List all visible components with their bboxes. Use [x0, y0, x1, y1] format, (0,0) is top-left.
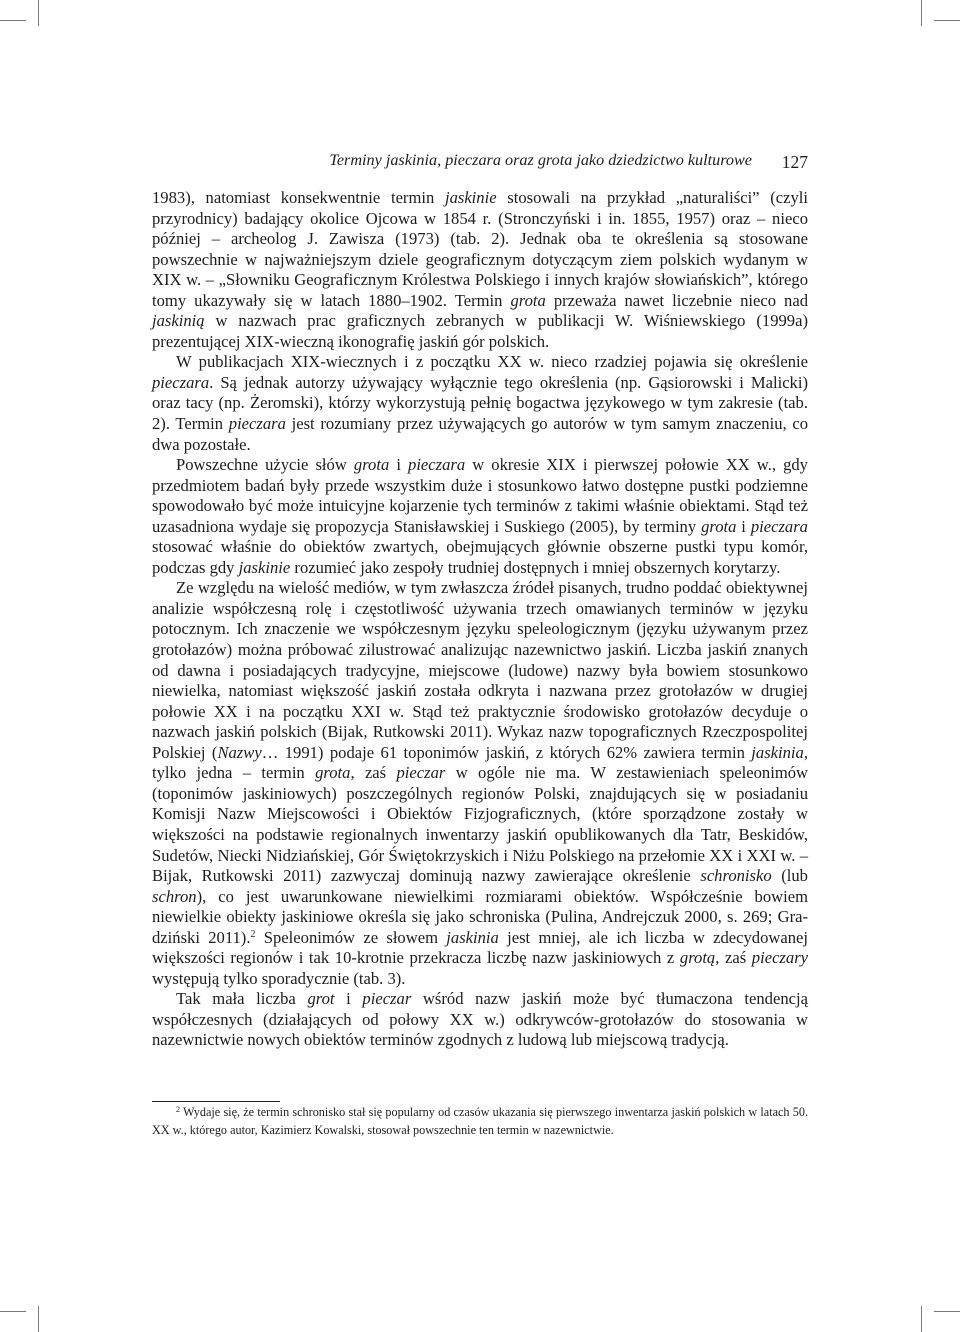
text-run: . Są jednak autorzy używający wyłącznie tego określenia (np. Gąsiorowski i Malicki) oraz tacy (np. Żeromski), którzy wykorzystują pełnię bogactwa językowego w tym zakresie (tab. 2). Termin — [152, 372, 808, 434]
footnote-paragraph — [152, 1104, 808, 1139]
text-run: występują tylko sporadycznie (tab. 3). — [152, 968, 406, 988]
text-run: Powszechne użycie słów — [176, 455, 354, 475]
text-run: w nazwach prac graficznych zebranych w publikacji W. Wiśniewskiego (1999a) prezentującej XIX-wieczną ikonografię jaskiń gór polskich. — [152, 311, 808, 351]
italic-term: Nazwy — [217, 742, 262, 762]
text-run: , zaś — [350, 763, 397, 783]
footnote-reference: 2 — [250, 928, 256, 940]
text-run: (lub — [771, 866, 808, 886]
footnote — [152, 1104, 808, 1139]
crop-mark-bottom-right-v — [921, 1306, 922, 1332]
footnote-text: Wydaje się, że termin schronisko stał się popularny od czasów ukazania się pierwszego inwentarza jaskiń polskich w latach 50. XX w., którego autor, Kazimierz Kowalski, stosował powszechnie ten termin w nazewnictwie. — [152, 1105, 808, 1137]
text-run: ), co jest uwarunkowane niewielkimi rozmiarami obiektów. Współcześnie bowiem niewielkie obiekty jaskiniowe określa się jako schroniska (Pulina, Andrejczuk 2000, s. 269; Gradziński 2011). — [152, 886, 808, 947]
italic-term: jaskinia — [446, 927, 499, 947]
text-run: w okresie XIX i pierwszej połowie XX w., gdy przedmiotem badań były przede wszystkim duże i stosunkowo łatwo dostępne pustki podziemne spowodowało być może intuicyjne kojarzenie tych terminów z takimi właśnie obiektami. Stąd też uzasadniona wydaje się propozycja Stanisławskiej i Suskiego (2005), by terminy — [152, 455, 808, 536]
italic-term: grota — [510, 290, 546, 310]
text-run: Ze względu na wielość mediów, w tym zwłaszcza źródeł pisanych, trudno poddać obiektywnej analizie współczesną rolę i częstotliwość używania trzech omawianych terminów w języku potocznym. Ich znaczenie we współczesnym języku speleologicznym (języku używanym przez grotołazów) można próbować zilustrować analizując nazewnictwo jaskiń. Liczba jaskiń znanych od dawna i posiadających tradycyjne, miejscowe (ludowe) nazwy była bowiem stosunkowo niewielka, natomiast większość jaskiń została odkryta i nazwana przez grotołazów w drugiej połowie XX i na początku XXI w. Stąd też praktycznie środowisko grotołazów decyduje o nazwach jaskiń polskich (Bijak, Rutkowski 2011). Wykaz nazw topograficznych Rzeczpospolitej Polskiej ( — [152, 578, 808, 762]
footnote-number: 2 — [176, 1105, 180, 1114]
text-run: … 1991) podaje 61 toponimów jaskiń, z których 62% zawiera termin — [261, 742, 752, 762]
italic-term: grota — [315, 763, 351, 783]
text-run: i — [736, 516, 751, 536]
italic-term: jaskinie — [238, 557, 291, 577]
text-run: i — [334, 989, 363, 1009]
text-run: stosowali na przykład „naturaliści” (czyli przyrodnicy) badający okolice Ojcowa w 1854 r. (Stronczyński i in. 1855, 1957) oraz – nieco później – archeolog J. Zawisza (1973) (tab. 2). Jednak oba te określenia są stosowane powszechnie w najważniejszym dziele geograficznym dotyczącym ziem polskich wydanym w XIX w. – „Słowniku Geograficznym Królestwa Polskiego i innych krajów słowiańskich”, którego tomy ukazywały się w latach 1880–1902. Termin — [152, 188, 808, 310]
body-paragraph-4 — [152, 578, 808, 989]
body-paragraph-5 — [152, 989, 808, 1051]
italic-term: grota — [353, 455, 390, 475]
italic-term: jaskinia, — [751, 742, 808, 762]
italic-term: schronisko — [700, 866, 772, 886]
italic-term: pieczara — [408, 455, 466, 475]
italic-term: pieczar — [362, 989, 412, 1009]
italic-term: pieczara — [152, 372, 210, 392]
crop-mark-top-right-v — [921, 0, 922, 26]
text-run: Speleonimów ze słowem — [255, 927, 447, 947]
italic-term: pieczar — [396, 763, 446, 783]
body-paragraph-3 — [152, 455, 808, 578]
text-run: W publikacjach XIX-wiecznych i z początku XX w. nieco rzadziej pojawia się określenie — [176, 352, 808, 372]
text-run: stosować właśnie do obiektów zwartych, obejmujących głównie obszerne pustki typu komór, podczas gdy — [152, 537, 808, 577]
text-run: w ogóle nie ma. W zestawieniach speleonimów (toponimów jaskiniowych) poszczególnych regionów Polski, znajdujących się w posiadaniu Komisji Nazw Miejscowości i Obiektów Fizjograficznych, (które sporządzone zostały w większości na podstawie regionalnych inwentarzy jaskiń opublikowanych dla Tatr, Beskidów, Sudetów, Niecki Nidziańskiej, Gór Świętokrzyskich i Niżu Polskiego na przełomie XX i XXI w. – Bijak, Rutkowski 2011) zazwyczaj dominują nazwy zawierające określenie — [152, 763, 809, 886]
crop-mark-top-right-h — [934, 20, 960, 21]
text-run: rozumieć jako zespoły trudniej dostępnych i mniej obszernych korytarzy. — [290, 557, 781, 577]
page-number: 127 — [781, 152, 808, 172]
text-run: i — [389, 455, 409, 475]
text-run: wśród nazw jaskiń może być tłumaczona tendencją współczesnych (działających od połowy XX w.) odkrywców-grotołazów do stosowania w nazewnictwie nowych obiektów terminów zgodnych z ludową lub miejscową tradycją. — [152, 989, 808, 1050]
body-paragraph-2 — [152, 352, 808, 455]
crop-mark-bottom-left-h — [0, 1311, 26, 1312]
text-run: tylko jedna – termin — [152, 763, 316, 783]
italic-term: grota — [701, 516, 737, 536]
running-header — [152, 148, 808, 172]
text-run: jest rozumiany przez używających go autorów w tym samym znaczeniu, co dwa pozostałe. — [152, 414, 809, 454]
italic-term: jaskinią — [152, 311, 205, 331]
crop-mark-top-left-v — [38, 0, 39, 26]
text-run: 1983), natomiast konsekwentnie termin — [152, 188, 445, 207]
crop-mark-bottom-right-h — [934, 1311, 960, 1312]
italic-term: jaskinie — [444, 188, 497, 207]
body-paragraph-1 — [152, 188, 808, 352]
body-text — [152, 188, 808, 1051]
text-run: przeważa nawet liczebnie nieco nad — [545, 290, 808, 310]
crop-mark-top-left-h — [0, 20, 26, 21]
running-title: Terminy jaskinia, pieczara oraz grota jako dziedzictwo kulturowe — [329, 151, 752, 169]
italic-term: grot — [307, 989, 335, 1009]
italic-term: pieczara — [750, 516, 808, 536]
italic-term: schron — [152, 886, 197, 906]
italic-term: grotą — [679, 948, 716, 968]
text-run: , zaś — [715, 948, 752, 968]
text-run: Tak mała liczba — [176, 989, 308, 1009]
crop-mark-bottom-left-v — [38, 1306, 39, 1332]
footnote-separator — [152, 1101, 280, 1102]
italic-term: pieczary — [751, 948, 809, 968]
italic-term: pieczara — [228, 414, 286, 434]
text-run: jest mniej, ale ich liczba w zdecydowanej większości regionów i tak 10-krotnie przekracza liczbę nazw jaskiniowych z — [152, 927, 809, 968]
